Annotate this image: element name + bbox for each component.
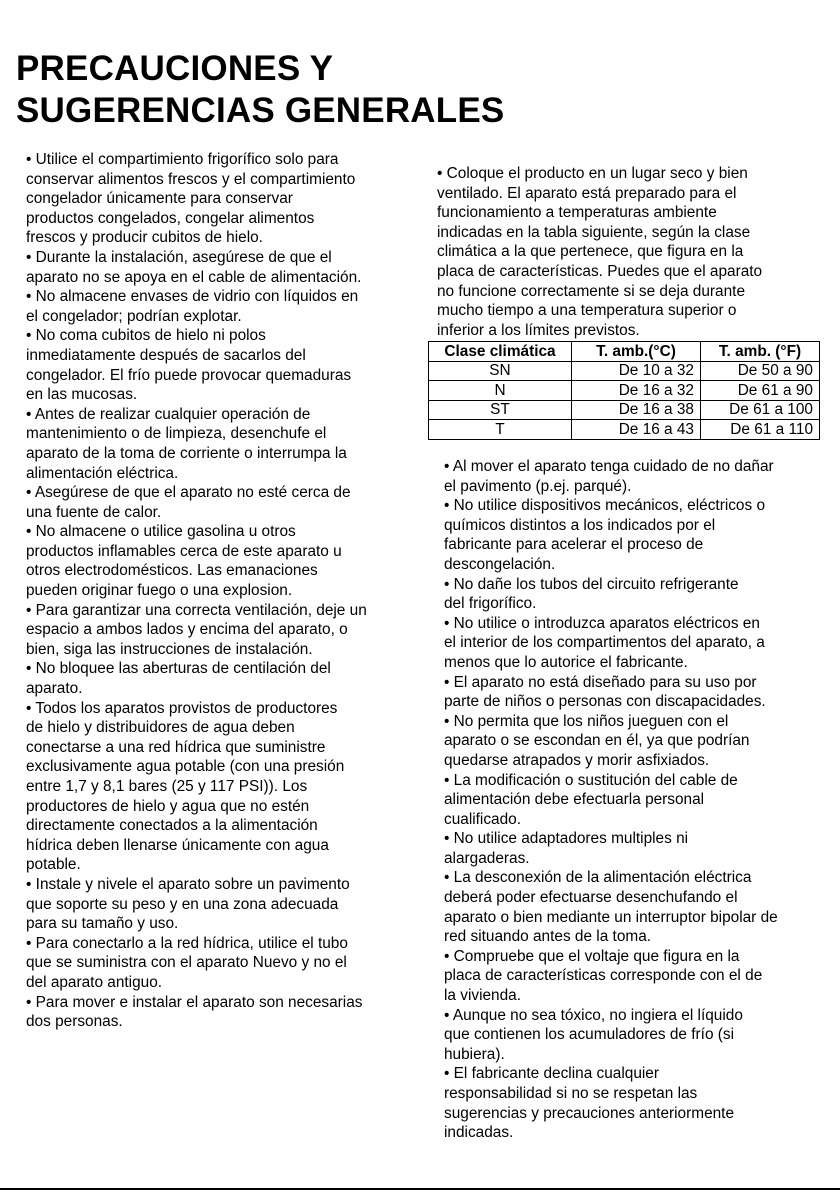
table-row xyxy=(429,400,820,420)
text-line: indicadas en la tabla siguiente, según la clase xyxy=(437,223,751,241)
page-title xyxy=(16,48,504,132)
text-line: • No dañe los tubos del circuito refrigerante xyxy=(444,575,739,593)
table-cell: De 61 a 110 xyxy=(701,420,820,440)
text-line: hubiera). xyxy=(444,1045,505,1063)
text-line: • No utilice adaptadores multiples ni xyxy=(444,830,689,848)
table-cell: De 61 a 100 xyxy=(701,400,820,420)
text-line: placa de características corresponde con el de xyxy=(444,967,763,985)
climate-class-table xyxy=(428,341,820,440)
text-line: • No permita que los niños jueguen con el xyxy=(444,712,729,730)
text-line: • Durante la instalación, asegúrese de que el xyxy=(26,248,332,266)
title-line: SUGERENCIAS GENERALES xyxy=(16,91,505,130)
text-line: que contienen los acumuladores de frío (si xyxy=(444,1026,735,1044)
text-line: • No coma cubitos de hielo ni polos xyxy=(26,327,266,345)
title-line: PRECAUCIONES Y xyxy=(16,49,334,88)
column-header: T. amb.(°C) xyxy=(572,342,701,362)
text-line: hídrica deben llenarse únicamente con agua xyxy=(26,836,329,854)
text-line: descongelación. xyxy=(444,555,556,573)
text-line: sugerencias y precauciones anteriormente xyxy=(444,1104,735,1122)
text-line: • No almacene o utilice gasolina u otros xyxy=(26,523,296,541)
text-line: • Aunque no sea tóxico, no ingiera el líquido xyxy=(444,1006,743,1024)
text-line: aparato no se apoya en el cable de alimentación. xyxy=(26,268,362,286)
table-cell: De 16 a 43 xyxy=(572,420,701,440)
table-cell: De 16 a 32 xyxy=(572,381,701,401)
table-cell: De 16 a 38 xyxy=(572,400,701,420)
text-line: aparato o bien mediante un interruptor bipolar de xyxy=(444,908,778,926)
table-cell: SN xyxy=(429,361,572,381)
text-line: que se suministra con el aparato Nuevo y no el xyxy=(26,954,347,972)
table-row xyxy=(429,361,820,381)
text-line: del aparato antiguo. xyxy=(26,973,163,991)
text-line: mucho tiempo a una temperatura superior o xyxy=(437,302,737,320)
text-line: entre 1,7 y 8,1 bares (25 y 117 PSI)). Los xyxy=(26,778,308,795)
text-line: pueden originar fuego o una explosion. xyxy=(26,582,293,600)
table-row xyxy=(429,420,820,440)
text-line: red situando antes de la toma. xyxy=(444,928,652,946)
text-line: menos que lo autorice el fabricante. xyxy=(444,653,688,671)
table-row xyxy=(429,381,820,401)
footer-rule xyxy=(0,1188,840,1190)
text-line: • Todos los aparatos provistos de productores xyxy=(26,699,338,717)
text-line: frescos y producir cubitos de hielo. xyxy=(26,229,263,247)
table-cell: De 10 a 32 xyxy=(572,361,701,381)
text-line: productores de hielo y agua que no estén xyxy=(26,797,310,815)
text-line: alimentación eléctrica. xyxy=(26,464,179,482)
text-line: alimentación debe efectuarla personal xyxy=(444,791,705,809)
text-line: espacio a ambos lados y encima del aparato, o xyxy=(26,621,348,639)
text-line: para su tamaño y uso. xyxy=(26,915,179,933)
text-line: el interior de los compartimentos del aparato, a xyxy=(444,634,765,652)
text-line: • Instale y nivele el aparato sobre un pavimento xyxy=(26,875,350,893)
text-line: otros electrodomésticos. Las emanaciones xyxy=(26,562,318,580)
right-column-intro-text xyxy=(437,164,837,340)
text-line: indicadas. xyxy=(444,1124,514,1142)
text-line: del frigorífico. xyxy=(444,595,537,613)
text-line: quedarse atrapados y morir asfixiados. xyxy=(444,751,710,769)
text-line: que soporte su peso y en una zona adecuada xyxy=(26,895,339,913)
table-cell: De 50 a 90 xyxy=(701,361,820,381)
text-line: no funcione correctamente si se deja durante xyxy=(437,282,746,300)
table-cell: ST xyxy=(429,400,572,420)
left-column-text xyxy=(26,150,406,1032)
text-line: productos inflamables cerca de este aparato u xyxy=(26,542,342,560)
text-line: • No almacene envases de vidrio con líquidos en xyxy=(26,288,359,306)
text-line: parte de niños o personas con discapacidades. xyxy=(444,693,766,711)
text-line: • Para conectarlo a la red hídrica, utilice el tubo xyxy=(26,934,348,952)
text-line: • Para garantizar una correcta ventilación, deje un xyxy=(26,601,367,619)
text-line: ventilado. El aparato está preparado para el xyxy=(437,184,737,202)
text-line: una fuente de calor. xyxy=(26,503,162,521)
text-line: bien, siga las instrucciones de instalación. xyxy=(26,640,313,658)
text-line: aparato. xyxy=(26,680,83,698)
text-line: directamente conectados a la alimentación xyxy=(26,817,318,835)
text-line: químicos distintos a los indicados por el xyxy=(444,516,716,534)
text-line: dos personas. xyxy=(26,1013,123,1031)
text-line: • Coloque el producto en un lugar seco y bien xyxy=(437,165,748,182)
text-line: exclusivamente agua potable (con una presión xyxy=(26,758,345,776)
text-line: de hielo y distribuidores de agua deben xyxy=(26,719,295,737)
text-line: climática a la que pertenece, que figura en la xyxy=(437,243,744,261)
text-line: • No utilice o introduzca aparatos eléctricos en xyxy=(444,614,760,632)
text-line: congelador únicamente para conservar xyxy=(26,190,293,208)
text-line: aparato de la toma de corriente o interrumpa la xyxy=(26,444,347,462)
text-line: conservar alimentos frescos y el compartimiento xyxy=(26,170,356,188)
text-line: mantenimiento o de limpieza, desenchufe el xyxy=(26,425,327,443)
text-line: • Asegúrese de que el aparato no esté cerca de xyxy=(26,484,351,502)
text-line: • Utilice el compartimiento frigorífico solo para xyxy=(26,151,339,168)
table-header-row xyxy=(429,342,820,362)
text-line: • No utilice dispositivos mecánicos, eléctricos o xyxy=(444,497,766,515)
text-line: el pavimento (p.ej. parqué). xyxy=(444,477,632,495)
text-line: inmediatamente después de sacarlos del xyxy=(26,346,306,364)
text-line: la vivienda. xyxy=(444,987,521,1005)
table-cell: T xyxy=(429,420,572,440)
table-cell: N xyxy=(429,381,572,401)
text-line: • El aparato no está diseñado para su uso por xyxy=(444,673,757,691)
right-column-text xyxy=(444,457,840,1143)
text-line: en las mucosas. xyxy=(26,386,138,404)
text-line: • La desconexión de la alimentación eléctrica xyxy=(444,869,752,887)
text-line: fabricante para acelerar el proceso de xyxy=(444,536,704,554)
text-line: • Al mover el aparato tenga cuidado de no dañar xyxy=(444,458,774,475)
text-line: alargaderas. xyxy=(444,849,530,867)
text-line: • Antes de realizar cualquier operación de xyxy=(26,405,311,423)
text-line: • Compruebe que el voltaje que figura en la xyxy=(444,947,740,965)
text-line: responsabilidad si no se respetan las xyxy=(444,1085,698,1102)
text-line: deberá poder efectuarse desenchufando el xyxy=(444,889,738,907)
text-line: • La modificación o sustitución del cable de xyxy=(444,771,738,789)
column-header: Clase climática xyxy=(429,342,572,362)
column-header: T. amb. (°F) xyxy=(701,342,820,362)
text-line: inferior a los límites previstos. xyxy=(437,321,640,339)
text-line: • El fabricante declina cualquier xyxy=(444,1065,659,1083)
table-cell: De 61 a 90 xyxy=(701,381,820,401)
text-line: • Para mover e instalar el aparato son necesarias xyxy=(26,993,363,1011)
text-line: aparato o se escondan en él, ya que podrían xyxy=(444,732,750,750)
text-line: potable. xyxy=(26,856,81,874)
text-line: congelador. El frío puede provocar quemaduras xyxy=(26,366,352,384)
text-line: conectarse a una red hídrica que suministre xyxy=(26,738,326,756)
text-line: productos congelados, congelar alimentos xyxy=(26,209,315,227)
text-line: • No bloquee las aberturas de centilación del xyxy=(26,660,331,678)
text-line: el congelador; podrían explotar. xyxy=(26,307,242,325)
text-line: placa de características. Puedes que el aparato xyxy=(437,262,763,280)
text-line: funcionamiento a temperaturas ambiente xyxy=(437,204,717,222)
text-line: cualificado. xyxy=(444,810,521,828)
